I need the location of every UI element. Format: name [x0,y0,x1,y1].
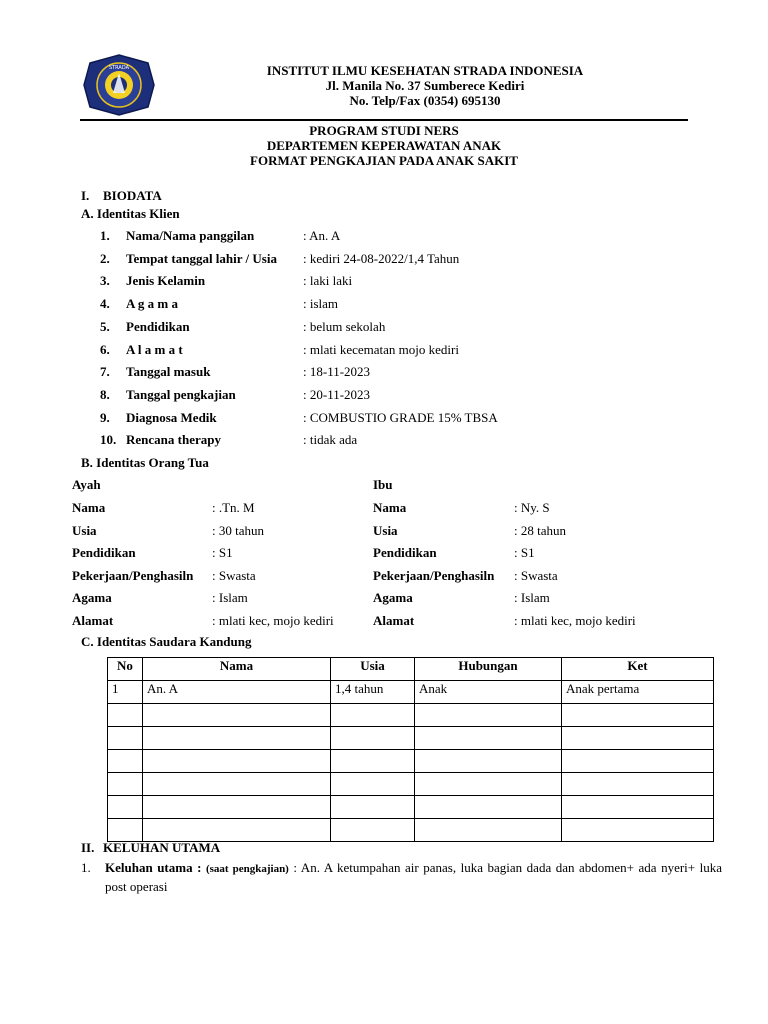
table-cell [143,796,331,819]
client-item-value: : 20-11-2023 [303,386,371,402]
subsection-c-heading: C. Identitas Saudara Kandung [81,634,252,649]
client-item-value: : mlati kecematan mojo kediri [303,341,459,357]
mother-field-label: Usia [373,522,398,538]
table-cell [562,727,714,750]
client-item-value: : laki laki [303,273,353,289]
client-item-label: Rencana therapy [126,432,221,448]
table-row [108,750,714,773]
table-cell [108,819,143,842]
client-item-label: Tanggal masuk [126,364,211,380]
table-cell [108,750,143,773]
table-cell [415,704,562,727]
table-cell [108,773,143,796]
table-row [108,819,714,842]
header-divider [80,119,688,121]
table-cell [562,819,714,842]
client-item-value: : An. A [303,228,341,243]
institution-phone: No. Telp/Fax (0354) 695130 [349,93,501,108]
table-cell: An. A [143,681,331,704]
father-field-label: Usia [72,522,97,538]
table-row [108,796,714,819]
mother-field-value: : mlati kec, mojo kediri [514,613,636,628]
client-item-number: 6. [100,341,110,357]
mother-field-label: Alamat [373,613,415,628]
client-item-label: Pendidikan [126,318,190,334]
father-field-value: : S1 [212,545,233,561]
client-item-label: A g a m a [126,296,178,312]
client-item-label: A l a m a t [126,341,183,357]
table-cell [562,704,714,727]
title-line-3: FORMAT PENGKAJIAN PADA ANAK SAKIT [250,153,518,168]
table-cell [108,704,143,727]
table-cell [108,796,143,819]
col-header-nama: Nama [143,658,331,681]
table-cell [143,750,331,773]
table-cell [143,727,331,750]
mother-field-label: Pendidikan [373,545,437,561]
section-1-heading: BIODATA [103,188,162,203]
institution-name: INSTITUT ILMU KESEHATAN STRADA INDONESIA [266,63,584,78]
father-field-label: Agama [72,590,112,606]
table-cell [143,773,331,796]
table-cell [143,704,331,727]
client-item-number: 3. [100,273,110,289]
client-item-value: : kediri 24-08-2022/1,4 Tahun [303,250,460,266]
table-cell [415,819,562,842]
client-item-label: Tempat tanggal lahir / Usia [126,250,277,266]
complaint-text: : An. A ketumpahan air panas, luka bagian dada dan abdomen+ ada nyeri+ luka post operasi [105,860,723,894]
father-field-value: : .Tn. M [212,500,255,515]
mother-field-value: : S1 [514,545,535,561]
mother-field-label: Nama [373,500,407,515]
complaint-label: Keluhan utama : [105,860,202,875]
table-cell: 1,4 tahun [331,681,415,704]
institution-address: Jl. Manila No. 37 Sumberece Kediri [325,78,525,93]
client-item-number: 9. [100,409,110,425]
title-line-1: PROGRAM STUDI NERS [309,123,459,138]
father-field-value: : mlati kec, mojo kediri [212,613,334,628]
institution-logo-icon [82,53,156,117]
subsection-b-heading: B. Identitas Orang Tua [81,455,209,470]
mother-field-value: : Swasta [514,567,558,583]
client-item-value: : COMBUSTIO GRADE 15% TBSA [303,409,498,425]
table-cell [415,750,562,773]
col-header-ket: Ket [562,658,714,681]
table-cell [331,773,415,796]
client-item-value: : belum sekolah [303,318,386,334]
siblings-table-header [108,658,714,681]
mother-field-label: Pekerjaan/Penghasiln [373,567,495,583]
client-item-label: Nama/Nama panggilan [126,228,255,243]
subsection-a-heading: A. Identitas Klien [81,206,180,221]
complaint-note: (saat pengkajian) [205,863,289,875]
client-item-value: : tidak ada [303,432,358,448]
col-header-no: No [108,658,143,681]
table-cell [562,796,714,819]
client-item-number: 1. [100,228,110,243]
client-item-value: : islam [303,296,339,312]
father-field-label: Alamat [72,613,114,628]
mother-field-value: : Islam [514,590,550,606]
table-cell: Anak pertama [562,681,714,704]
table-cell [143,819,331,842]
table-row [108,727,714,750]
table-cell: Anak [415,681,562,704]
table-cell: 1 [108,681,143,704]
table-cell [331,750,415,773]
col-header-hubungan: Hubungan [415,658,562,681]
section-2-number: II. [81,840,95,855]
client-item-label: Tanggal pengkajian [126,386,236,402]
father-field-value: : Islam [212,590,248,606]
client-item-label: Jenis Kelamin [126,273,206,289]
table-cell [331,704,415,727]
client-item-number: 2. [100,250,110,266]
father-field-label: Nama [72,500,106,515]
mother-field-value: : Ny. S [514,500,550,515]
table-cell [331,819,415,842]
client-item-number: 7. [100,364,110,380]
father-field-label: Pendidikan [72,545,136,561]
table-cell [108,727,143,750]
father-field-value: : Swasta [212,567,256,583]
table-row [108,773,714,796]
mother-field-label: Agama [373,590,413,606]
client-item-number: 8. [100,386,110,402]
section-1-number: I. [81,188,90,203]
mother-field-value: : 28 tahun [514,522,566,538]
main-complaint [105,859,722,896]
father-field-value: : 30 tahun [212,522,264,538]
complaint-number: 1. [81,860,91,875]
mother-title: Ibu [373,477,393,492]
father-field-label: Pekerjaan/Penghasiln [72,567,194,583]
client-item-value: : 18-11-2023 [303,364,371,380]
father-title: Ayah [72,477,101,492]
table-cell [415,727,562,750]
title-line-2: DEPARTEMEN KEPERAWATAN ANAK [266,138,502,153]
client-item-number: 5. [100,318,110,334]
table-cell [562,750,714,773]
client-item-label: Diagnosa Medik [126,409,217,425]
svg-text:STRADA: STRADA [108,65,130,71]
client-item-number: 4. [100,296,110,312]
table-cell [415,773,562,796]
col-header-usia: Usia [331,658,415,681]
table-cell [331,727,415,750]
siblings-table [107,657,714,842]
client-item-number: 10. [100,432,117,448]
table-cell [562,773,714,796]
section-2-heading: KELUHAN UTAMA [103,840,221,855]
table-row [108,704,714,727]
table-row [108,681,714,704]
table-cell [415,796,562,819]
table-cell [331,796,415,819]
